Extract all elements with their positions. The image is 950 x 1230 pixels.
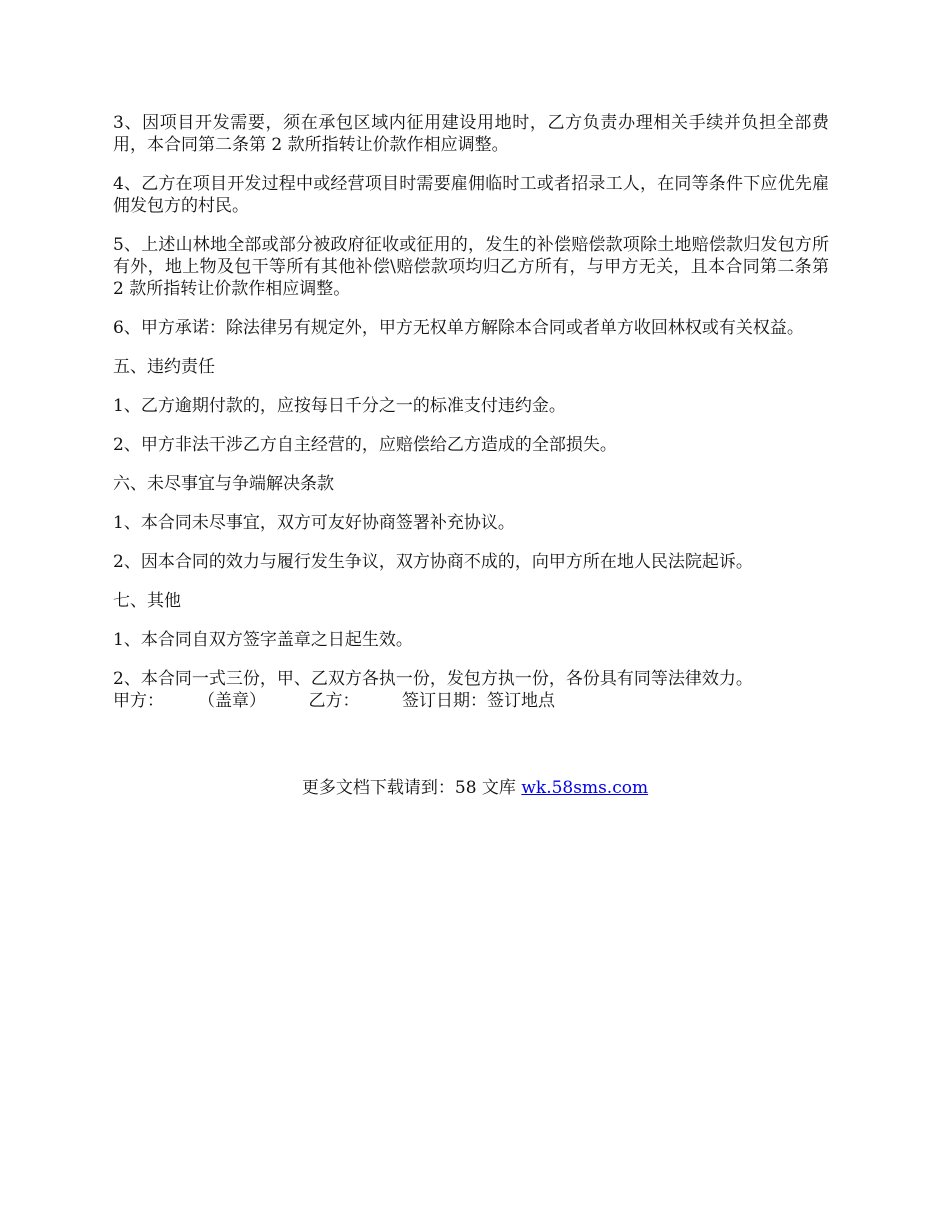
signature-line: 甲方： （盖章） 乙方： 签订日期：签订地点 — [113, 691, 555, 711]
breach-clause-1: 1、乙方逾期付款的，应按每日千分之一的标准支付违约金。 — [113, 396, 566, 416]
dispute-clause-1: 1、本合同未尽事宜，双方可友好协商签署补充协议。 — [113, 513, 515, 533]
other-clause-1: 1、本合同自双方签字盖章之日起生效。 — [113, 630, 413, 650]
footer-text: 更多文档下载请到：58 文库 — [301, 778, 522, 798]
section-heading-other: 七、其他 — [113, 591, 181, 611]
document-body — [113, 112, 829, 712]
clause-6: 6、甲方承诺：除法律另有规定外，甲方无权单方解除本合同或者单方收回林权或有关权益。 — [113, 318, 804, 338]
download-footer — [0, 777, 950, 799]
footer-link[interactable]: wk.58sms.com — [521, 778, 649, 798]
clause-4: 4、乙方在项目开发过程中或经营项目时需要雇佣临时工或者招录工人，在同等条件下应优先雇佣发包方的村民。 — [113, 174, 829, 216]
dispute-clause-2: 2、因本合同的效力与履行发生争议，双方协商不成的，向甲方所在地人民法院起诉。 — [113, 552, 753, 572]
clause-3: 3、因项目开发需要，须在承包区域内征用建设用地时，乙方负责办理相关手续并负担全部费用，本合同第二条第 2 款所指转让价款作相应调整。 — [113, 113, 829, 155]
clause-5: 5、上述山林地全部或部分被政府征收或征用的，发生的补偿赔偿款项除土地赔偿款归发包方所有外，地上物及包干等所有其他补偿\赔偿款项均归乙方所有，与甲方无关，且本合同第二条第 2 款所指转让价款作相应调整。 — [113, 235, 829, 299]
section-heading-disputes: 六、未尽事宜与争端解决条款 — [113, 474, 334, 494]
breach-clause-2: 2、甲方非法干涉乙方自主经营的，应赔偿给乙方造成的全部损失。 — [113, 435, 617, 455]
section-heading-breach: 五、违约责任 — [113, 357, 215, 377]
other-clause-2: 2、本合同一式三份，甲、乙双方各执一份，发包方执一份，各份具有同等法律效力。 — [113, 669, 753, 689]
